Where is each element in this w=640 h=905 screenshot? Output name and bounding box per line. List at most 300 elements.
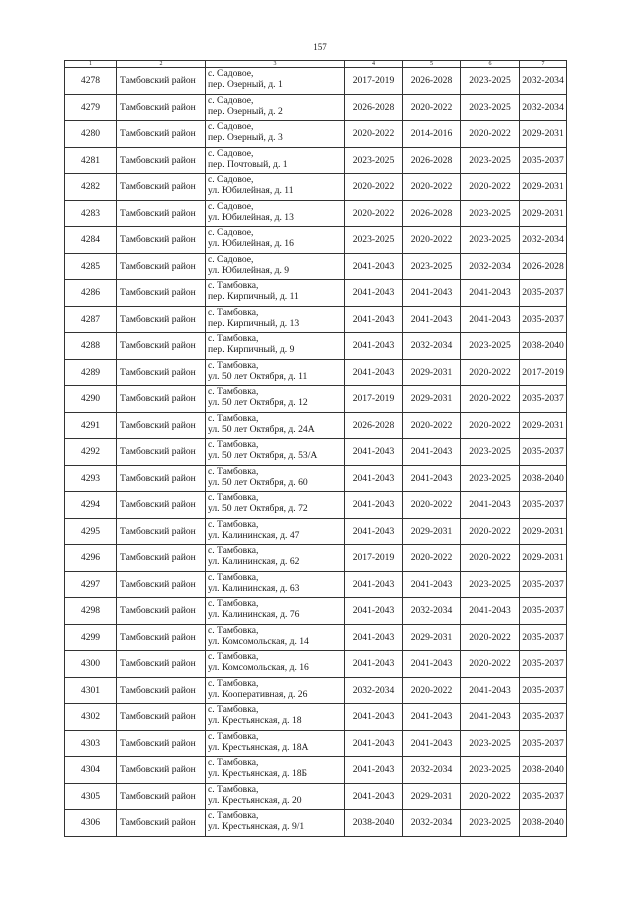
- period-col6: 2023-2025: [461, 810, 520, 837]
- address-cell: [206, 545, 345, 572]
- period-col6: 2023-2025: [461, 147, 520, 174]
- period-col5: 2020-2022: [403, 227, 461, 254]
- period-col7: 2035-2037: [520, 306, 567, 333]
- period-col6: 2020-2022: [461, 624, 520, 651]
- table-row: [65, 439, 567, 466]
- table-row: [65, 412, 567, 439]
- address-cell: [206, 227, 345, 254]
- address-settlement: с. Тамбовка,: [208, 810, 259, 822]
- period-col4: 2041-2043: [345, 757, 403, 784]
- district-cell: Тамбовский район: [117, 677, 206, 704]
- period-col4: 2041-2043: [345, 439, 403, 466]
- period-col5: 2029-2031: [403, 518, 461, 545]
- period-col7: 2032-2034: [520, 94, 567, 121]
- period-col5: 2020-2022: [403, 94, 461, 121]
- period-col6: 2032-2034: [461, 253, 520, 280]
- period-col5: 2029-2031: [403, 386, 461, 413]
- row-number: 4305: [65, 783, 117, 810]
- period-col5: 2041-2043: [403, 651, 461, 678]
- district-cell: Тамбовский район: [117, 439, 206, 466]
- table-row: [65, 783, 567, 810]
- period-col7: 2017-2019: [520, 359, 567, 386]
- table-row: [65, 810, 567, 837]
- district-cell: Тамбовский район: [117, 253, 206, 280]
- district-cell: Тамбовский район: [117, 545, 206, 572]
- table-row: [65, 465, 567, 492]
- row-number: 4284: [65, 227, 117, 254]
- district-cell: Тамбовский район: [117, 147, 206, 174]
- period-col7: 2038-2040: [520, 757, 567, 784]
- address-settlement: с. Тамбовка,: [208, 333, 259, 345]
- period-col6: 2020-2022: [461, 386, 520, 413]
- period-col7: 2032-2034: [520, 68, 567, 95]
- address-settlement: с. Тамбовка,: [208, 704, 259, 716]
- table-row: [65, 68, 567, 95]
- period-col5: 2020-2022: [403, 545, 461, 572]
- period-col6: 2020-2022: [461, 651, 520, 678]
- address-cell: [206, 386, 345, 413]
- period-col5: 2014-2016: [403, 121, 461, 148]
- address-street: ул. Крестьянская, д. 18Б: [208, 768, 308, 780]
- period-col6: 2020-2022: [461, 412, 520, 439]
- address-settlement: с. Тамбовка,: [208, 306, 259, 318]
- address-cell: [206, 359, 345, 386]
- district-cell: Тамбовский район: [117, 412, 206, 439]
- period-col5: 2041-2043: [403, 704, 461, 731]
- address-street: ул. Крестьянская, д. 20: [208, 794, 302, 806]
- address-settlement: с. Садовое,: [208, 68, 254, 80]
- row-number: 4288: [65, 333, 117, 360]
- period-col6: 2023-2025: [461, 94, 520, 121]
- row-number: 4292: [65, 439, 117, 466]
- address-cell: [206, 704, 345, 731]
- period-col5: 2041-2043: [403, 306, 461, 333]
- period-col6: 2020-2022: [461, 121, 520, 148]
- period-col4: 2020-2022: [345, 174, 403, 201]
- address-street: пер. Озерный, д. 3: [208, 132, 283, 144]
- period-col5: 2041-2043: [403, 465, 461, 492]
- row-number: 4278: [65, 68, 117, 95]
- address-cell: [206, 306, 345, 333]
- table-row: [65, 624, 567, 651]
- district-cell: Тамбовский район: [117, 121, 206, 148]
- period-col6: 2023-2025: [461, 68, 520, 95]
- address-cell: [206, 571, 345, 598]
- district-cell: Тамбовский район: [117, 465, 206, 492]
- address-settlement: с. Тамбовка,: [208, 783, 259, 795]
- address-cell: [206, 333, 345, 360]
- district-cell: Тамбовский район: [117, 359, 206, 386]
- district-cell: Тамбовский район: [117, 68, 206, 95]
- table-row: [65, 253, 567, 280]
- table-row: [65, 677, 567, 704]
- address-cell: [206, 174, 345, 201]
- row-number: 4282: [65, 174, 117, 201]
- period-col5: 2041-2043: [403, 280, 461, 307]
- address-settlement: с. Тамбовка,: [208, 624, 259, 636]
- row-number: 4281: [65, 147, 117, 174]
- address-street: пер. Кирпичный, д. 13: [208, 317, 300, 329]
- address-cell: [206, 439, 345, 466]
- district-cell: Тамбовский район: [117, 783, 206, 810]
- period-col4: 2041-2043: [345, 704, 403, 731]
- district-cell: Тамбовский район: [117, 757, 206, 784]
- table-row: [65, 518, 567, 545]
- column-number: 3: [206, 61, 345, 68]
- district-cell: Тамбовский район: [117, 306, 206, 333]
- address-street: ул. Кооперативная, д. 26: [208, 688, 308, 700]
- period-col7: 2035-2037: [520, 704, 567, 731]
- address-cell: [206, 68, 345, 95]
- table-row: [65, 333, 567, 360]
- period-col7: 2035-2037: [520, 598, 567, 625]
- district-cell: Тамбовский район: [117, 386, 206, 413]
- row-number: 4306: [65, 810, 117, 837]
- period-col4: 2041-2043: [345, 651, 403, 678]
- period-col4: 2041-2043: [345, 571, 403, 598]
- period-col4: 2041-2043: [345, 280, 403, 307]
- address-street: ул. Калининская, д. 47: [208, 529, 300, 541]
- address-cell: [206, 94, 345, 121]
- period-col7: 2038-2040: [520, 333, 567, 360]
- row-number: 4285: [65, 253, 117, 280]
- table-row: [65, 651, 567, 678]
- table-row: [65, 730, 567, 757]
- table-row: [65, 121, 567, 148]
- period-col4: 2041-2043: [345, 253, 403, 280]
- period-col7: 2029-2031: [520, 121, 567, 148]
- address-cell: [206, 412, 345, 439]
- table-row: [65, 545, 567, 572]
- column-number: 7: [520, 61, 567, 68]
- period-col7: 2035-2037: [520, 147, 567, 174]
- period-col6: 2041-2043: [461, 598, 520, 625]
- address-settlement: с. Тамбовка,: [208, 651, 259, 663]
- table-row: [65, 492, 567, 519]
- address-settlement: с. Тамбовка,: [208, 465, 259, 477]
- page-number: 157: [313, 42, 327, 52]
- period-col6: 2041-2043: [461, 704, 520, 731]
- period-col4: 2041-2043: [345, 783, 403, 810]
- address-settlement: с. Тамбовка,: [208, 492, 259, 504]
- period-col7: 2035-2037: [520, 677, 567, 704]
- period-col7: 2035-2037: [520, 651, 567, 678]
- address-street: ул. 50 лет Октября, д. 72: [208, 503, 308, 515]
- table-row: [65, 174, 567, 201]
- period-col5: 2023-2025: [403, 253, 461, 280]
- table-row: [65, 147, 567, 174]
- address-cell: [206, 121, 345, 148]
- period-col4: 2041-2043: [345, 465, 403, 492]
- register-body: [65, 61, 567, 837]
- table-row: [65, 200, 567, 227]
- address-street: ул. 50 лет Октября, д. 12: [208, 397, 308, 409]
- period-col4: 2041-2043: [345, 730, 403, 757]
- address-settlement: с. Садовое,: [208, 121, 254, 133]
- period-col7: 2029-2031: [520, 200, 567, 227]
- address-settlement: с. Садовое,: [208, 227, 254, 239]
- row-number: 4289: [65, 359, 117, 386]
- period-col4: 2017-2019: [345, 68, 403, 95]
- period-col4: 2023-2025: [345, 147, 403, 174]
- period-col7: 2035-2037: [520, 280, 567, 307]
- period-col4: 2017-2019: [345, 545, 403, 572]
- address-settlement: с. Тамбовка,: [208, 359, 259, 371]
- period-col4: 2020-2022: [345, 121, 403, 148]
- period-col5: 2029-2031: [403, 624, 461, 651]
- address-street: ул. Крестьянская, д. 18: [208, 715, 302, 727]
- table-row: [65, 571, 567, 598]
- period-col4: 2041-2043: [345, 333, 403, 360]
- address-street: пер. Кирпичный, д. 11: [208, 291, 299, 303]
- row-number: 4304: [65, 757, 117, 784]
- period-col7: 2035-2037: [520, 783, 567, 810]
- address-cell: [206, 465, 345, 492]
- district-cell: Тамбовский район: [117, 174, 206, 201]
- period-col5: 2026-2028: [403, 147, 461, 174]
- period-col5: 2041-2043: [403, 439, 461, 466]
- period-col7: 2032-2034: [520, 227, 567, 254]
- period-col5: 2020-2022: [403, 174, 461, 201]
- address-street: ул. Комсомольская, д. 16: [208, 662, 309, 674]
- address-street: пер. Озерный, д. 2: [208, 105, 283, 117]
- address-street: ул. 50 лет Октября, д. 24А: [208, 423, 315, 435]
- address-cell: [206, 624, 345, 651]
- row-number: 4291: [65, 412, 117, 439]
- period-col7: 2035-2037: [520, 624, 567, 651]
- address-street: ул. Крестьянская, д. 18А: [208, 741, 309, 753]
- column-number: 4: [345, 61, 403, 68]
- table-row: [65, 280, 567, 307]
- address-street: ул. 50 лет Октября, д. 11: [208, 370, 308, 382]
- period-col4: 2026-2028: [345, 412, 403, 439]
- period-col7: 2035-2037: [520, 439, 567, 466]
- period-col6: 2041-2043: [461, 492, 520, 519]
- period-col6: 2023-2025: [461, 571, 520, 598]
- period-col7: 2029-2031: [520, 174, 567, 201]
- address-street: ул. Юбилейная, д. 16: [208, 238, 294, 250]
- period-col7: 2035-2037: [520, 730, 567, 757]
- column-number: 5: [403, 61, 461, 68]
- district-cell: Тамбовский район: [117, 704, 206, 731]
- address-street: ул. Юбилейная, д. 13: [208, 211, 294, 223]
- address-settlement: с. Тамбовка,: [208, 439, 259, 451]
- register-table: [64, 60, 567, 837]
- district-cell: Тамбовский район: [117, 810, 206, 837]
- period-col6: 2020-2022: [461, 359, 520, 386]
- period-col6: 2023-2025: [461, 439, 520, 466]
- period-col4: 2041-2043: [345, 306, 403, 333]
- column-number: 1: [65, 61, 117, 68]
- address-settlement: с. Тамбовка,: [208, 412, 259, 424]
- period-col6: 2020-2022: [461, 518, 520, 545]
- address-settlement: с. Тамбовка,: [208, 386, 259, 398]
- period-col6: 2041-2043: [461, 280, 520, 307]
- address-street: ул. Калининская, д. 62: [208, 556, 300, 568]
- period-col5: 2026-2028: [403, 200, 461, 227]
- period-col4: 2041-2043: [345, 359, 403, 386]
- address-settlement: с. Тамбовка,: [208, 571, 259, 583]
- district-cell: Тамбовский район: [117, 624, 206, 651]
- period-col6: 2023-2025: [461, 465, 520, 492]
- address-cell: [206, 677, 345, 704]
- period-col5: 2032-2034: [403, 810, 461, 837]
- address-cell: [206, 810, 345, 837]
- address-settlement: с. Тамбовка,: [208, 518, 259, 530]
- table-row: [65, 306, 567, 333]
- address-settlement: с. Тамбовка,: [208, 598, 259, 610]
- period-col5: 2041-2043: [403, 571, 461, 598]
- period-col5: 2026-2028: [403, 68, 461, 95]
- period-col4: 2017-2019: [345, 386, 403, 413]
- address-street: ул. 50 лет Октября, д. 53/А: [208, 450, 318, 462]
- address-settlement: с. Садовое,: [208, 253, 254, 265]
- address-cell: [206, 147, 345, 174]
- address-cell: [206, 651, 345, 678]
- row-number: 4297: [65, 571, 117, 598]
- address-street: ул. Комсомольская, д. 14: [208, 635, 309, 647]
- period-col7: 2026-2028: [520, 253, 567, 280]
- period-col6: 2023-2025: [461, 757, 520, 784]
- address-cell: [206, 200, 345, 227]
- district-cell: Тамбовский район: [117, 518, 206, 545]
- district-cell: Тамбовский район: [117, 492, 206, 519]
- address-settlement: с. Тамбовка,: [208, 730, 259, 742]
- period-col7: 2035-2037: [520, 386, 567, 413]
- district-cell: Тамбовский район: [117, 200, 206, 227]
- period-col7: 2035-2037: [520, 492, 567, 519]
- period-col6: 2023-2025: [461, 730, 520, 757]
- district-cell: Тамбовский район: [117, 280, 206, 307]
- district-cell: Тамбовский район: [117, 94, 206, 121]
- address-cell: [206, 598, 345, 625]
- column-number: 2: [117, 61, 206, 68]
- row-number: 4298: [65, 598, 117, 625]
- row-number: 4296: [65, 545, 117, 572]
- row-number: 4286: [65, 280, 117, 307]
- district-cell: Тамбовский район: [117, 730, 206, 757]
- period-col4: 2020-2022: [345, 200, 403, 227]
- address-street: ул. 50 лет Октября, д. 60: [208, 476, 308, 488]
- period-col7: 2029-2031: [520, 412, 567, 439]
- period-col6: 2023-2025: [461, 227, 520, 254]
- address-street: ул. Юбилейная, д. 11: [208, 185, 294, 197]
- address-settlement: с. Тамбовка,: [208, 677, 259, 689]
- period-col5: 2041-2043: [403, 730, 461, 757]
- address-street: пер. Кирпичный, д. 9: [208, 344, 295, 356]
- period-col5: 2032-2034: [403, 757, 461, 784]
- period-col4: 2041-2043: [345, 492, 403, 519]
- row-number: 4294: [65, 492, 117, 519]
- district-cell: Тамбовский район: [117, 598, 206, 625]
- period-col4: 2032-2034: [345, 677, 403, 704]
- address-cell: [206, 253, 345, 280]
- period-col7: 2038-2040: [520, 465, 567, 492]
- period-col6: 2020-2022: [461, 783, 520, 810]
- period-col6: 2020-2022: [461, 545, 520, 572]
- address-settlement: с. Тамбовка,: [208, 757, 259, 769]
- period-col4: 2041-2043: [345, 624, 403, 651]
- district-cell: Тамбовский район: [117, 333, 206, 360]
- table-row: [65, 598, 567, 625]
- address-settlement: с. Садовое,: [208, 174, 254, 186]
- address-street: ул. Калининская, д. 76: [208, 609, 300, 621]
- address-street: ул. Юбилейная, д. 9: [208, 264, 290, 276]
- row-number: 4302: [65, 704, 117, 731]
- period-col5: 2020-2022: [403, 412, 461, 439]
- table-row: [65, 94, 567, 121]
- period-col4: 2041-2043: [345, 518, 403, 545]
- period-col7: 2029-2031: [520, 518, 567, 545]
- row-number: 4301: [65, 677, 117, 704]
- period-col6: 2041-2043: [461, 677, 520, 704]
- period-col4: 2023-2025: [345, 227, 403, 254]
- period-col4: 2026-2028: [345, 94, 403, 121]
- row-number: 4299: [65, 624, 117, 651]
- address-cell: [206, 518, 345, 545]
- period-col7: 2035-2037: [520, 571, 567, 598]
- district-cell: Тамбовский район: [117, 571, 206, 598]
- address-street: пер. Почтовый, д. 1: [208, 158, 288, 170]
- address-settlement: с. Тамбовка,: [208, 280, 259, 292]
- row-number: 4293: [65, 465, 117, 492]
- period-col6: 2020-2022: [461, 174, 520, 201]
- row-number: 4287: [65, 306, 117, 333]
- row-number: 4283: [65, 200, 117, 227]
- table-row: [65, 386, 567, 413]
- address-cell: [206, 492, 345, 519]
- period-col7: 2029-2031: [520, 545, 567, 572]
- period-col5: 2020-2022: [403, 492, 461, 519]
- address-street: ул. Крестьянская, д. 9/1: [208, 821, 305, 833]
- period-col4: 2041-2043: [345, 598, 403, 625]
- column-number-row: [65, 61, 567, 68]
- address-cell: [206, 757, 345, 784]
- period-col6: 2041-2043: [461, 306, 520, 333]
- address-street: ул. Калининская, д. 63: [208, 582, 300, 594]
- address-street: пер. Озерный, д. 1: [208, 79, 283, 91]
- row-number: 4290: [65, 386, 117, 413]
- address-cell: [206, 730, 345, 757]
- period-col5: 2029-2031: [403, 783, 461, 810]
- district-cell: Тамбовский район: [117, 651, 206, 678]
- table-row: [65, 227, 567, 254]
- row-number: 4303: [65, 730, 117, 757]
- table-row: [65, 359, 567, 386]
- period-col5: 2029-2031: [403, 359, 461, 386]
- row-number: 4280: [65, 121, 117, 148]
- table-row: [65, 757, 567, 784]
- period-col5: 2032-2034: [403, 333, 461, 360]
- address-settlement: с. Тамбовка,: [208, 545, 259, 557]
- row-number: 4300: [65, 651, 117, 678]
- period-col6: 2023-2025: [461, 200, 520, 227]
- table-row: [65, 704, 567, 731]
- address-cell: [206, 783, 345, 810]
- district-cell: Тамбовский район: [117, 227, 206, 254]
- column-number: 6: [461, 61, 520, 68]
- address-settlement: с. Садовое,: [208, 94, 254, 106]
- address-cell: [206, 280, 345, 307]
- address-settlement: с. Садовое,: [208, 147, 254, 159]
- period-col7: 2038-2040: [520, 810, 567, 837]
- row-number: 4295: [65, 518, 117, 545]
- period-col5: 2032-2034: [403, 598, 461, 625]
- period-col6: 2023-2025: [461, 333, 520, 360]
- period-col5: 2020-2022: [403, 677, 461, 704]
- period-col4: 2038-2040: [345, 810, 403, 837]
- address-settlement: с. Садовое,: [208, 200, 254, 212]
